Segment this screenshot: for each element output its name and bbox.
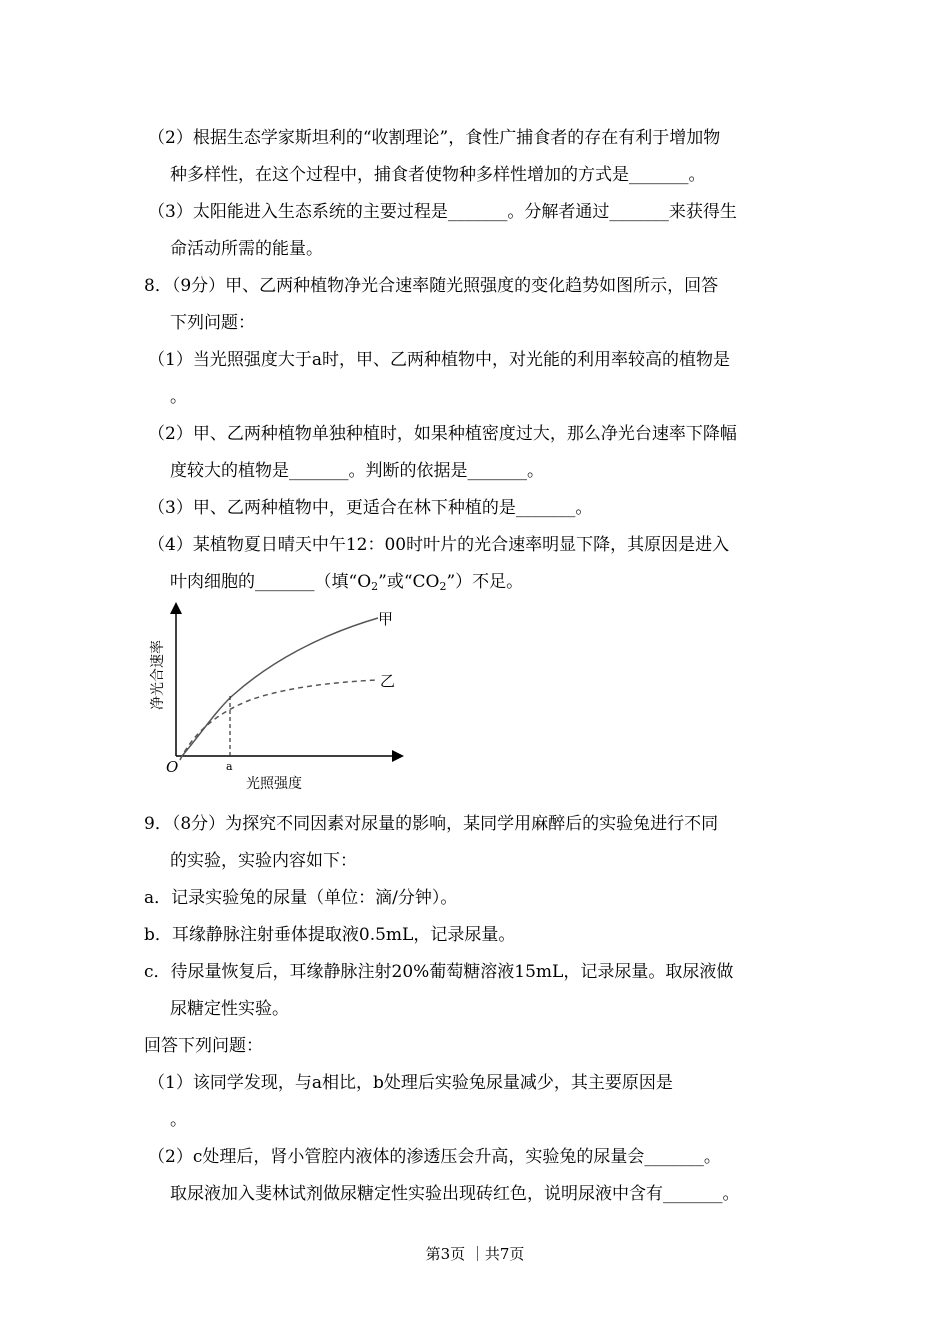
q9-step-c-line2: 尿糖定性实验。 [170,999,289,1019]
curve-yi [180,680,376,760]
x-axis-label: 光照强度 [246,776,302,792]
y-axis-label: 净光合速率 [150,640,166,710]
q9-part2-line1: （2）c处理后，肾小管腔内液体的渗透压会升高，实验兔的尿量会_______。 [148,1147,721,1167]
q9-stem-line2: 的实验，实验内容如下： [170,851,357,871]
label-yi: 乙 [380,672,396,690]
q9-stem-line1: 9．（8分）为探究不同因素对尿量的影响，某同学用麻醉后的实验兔进行不同 [144,814,719,834]
page-footer: 第3页 ｜共7页 [425,1245,525,1263]
subscript-2: 2 [371,580,379,593]
q8-part4-line2 [170,570,523,594]
curve-jia [182,618,378,756]
photosynthesis-figure [140,600,410,800]
q7-part2-line1: （2）根据生态学家斯坦利的“收割理论”，食性广捕食者的存在有利于增加物 [148,128,721,148]
q9-part2-line2: 取尿液加入斐林试剂做尿糖定性实验出现砖红色，说明尿液中含有_______。 [170,1184,740,1204]
q9-part1-line2: 。 [170,1110,187,1130]
label-jia: 甲 [378,610,394,628]
q8-part4-line1: （4）某植物夏日晴天中午12：00时叶片的光合速率明显下降，其原因是进入 [148,535,730,555]
q9-step-c-line1: c．待尿量恢复后，耳缘静脉注射20%葡萄糖溶液15mL，记录尿量。取尿液做 [144,962,734,982]
q8-part2-line1: （2）甲、乙两种植物单独种植时，如果种植密度过大，那么净光台速率下降幅 [148,424,737,444]
origin-label: O [166,758,179,776]
figure-svg [140,600,410,800]
subscript-2: 2 [439,580,447,593]
q8-part1-line2: 。 [170,387,187,407]
q7-part2-line2: 种多样性，在这个过程中，捕食者使物种多样性增加的方式是_______。 [170,165,706,185]
q8-part4-mid: ”或“CO [378,572,440,592]
q9-answer-prompt: 回答下列问题： [144,1036,263,1056]
q8-stem-line2: 下列问题： [170,313,255,333]
q8-part2-line2: 度较大的植物是_______。判断的依据是_______。 [170,461,544,481]
q8-part4-post: ”）不足。 [446,572,524,592]
q7-part3-line2: 命活动所需的能量。 [170,239,323,259]
q9-step-b: b．耳缘静脉注射垂体提取液0.5mL，记录尿量。 [144,925,516,945]
q9-step-a: a．记录实验兔的尿量（单位：滴/分钟）。 [144,888,458,908]
q8-part4-pre: 叶肉细胞的_______（填“O [170,572,372,592]
q9-part1-line1: （1）该同学发现，与a相比，b处理后实验兔尿量减少，其主要原因是 [148,1073,673,1093]
q8-part3: （3）甲、乙两种植物中，更适合在林下种植的是_______。 [148,498,593,518]
q8-part1-line1: （1）当光照强度大于a时，甲、乙两种植物中，对光能的利用率较高的植物是 [148,350,730,370]
q8-stem-line1: 8．（9分）甲、乙两种植物净光合速率随光照强度的变化趋势如图所示，回答 [144,276,719,296]
tick-a: a [226,760,233,773]
q7-part3-line1: （3）太阳能进入生态系统的主要过程是_______。分解者通过_______来获得生 [148,202,737,222]
